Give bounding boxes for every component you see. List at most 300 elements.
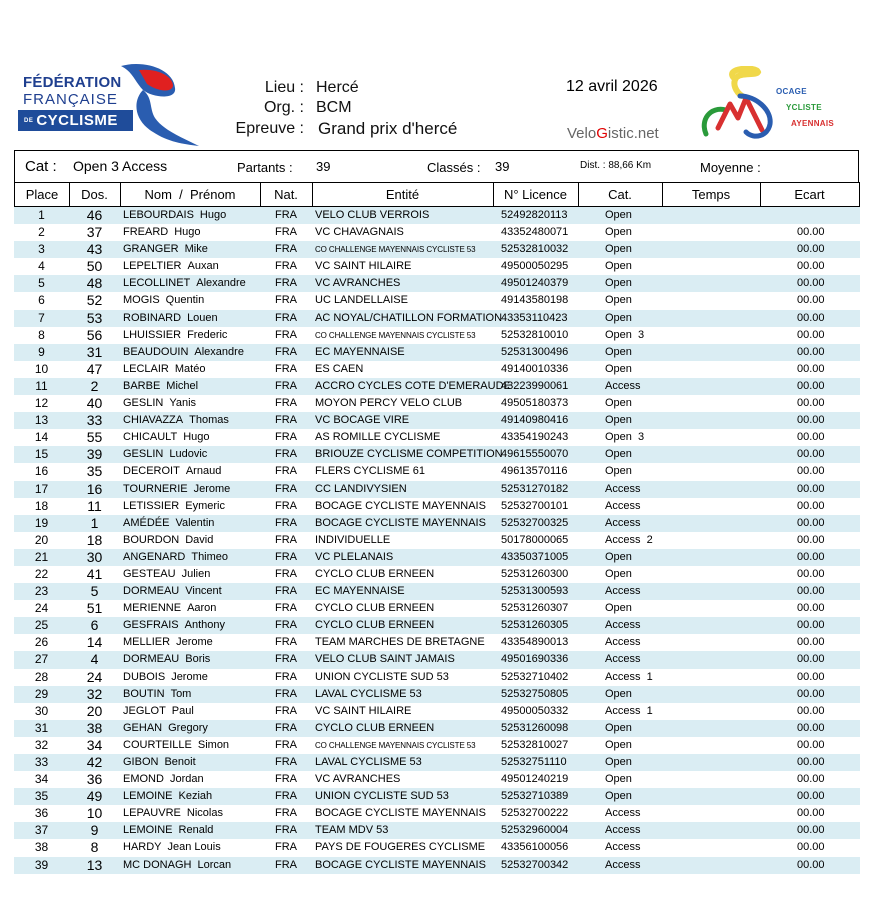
cell-entite: VC AVRANCHES: [315, 277, 401, 290]
cell-entite: CO CHALLENGE MAYENNAIS CYCLISTE 53: [315, 330, 476, 340]
cell-ecart: 00.00: [797, 807, 825, 820]
cell-place: 22: [34, 566, 49, 581]
cat-label: Cat :: [25, 158, 57, 175]
cell-dos: 13: [86, 856, 103, 873]
cell-cat: Open: [605, 602, 632, 615]
cell-nom: DUBOIS: [123, 670, 166, 683]
cell-nom: LEMOINE: [123, 824, 173, 837]
cell-ecart: 00.00: [797, 328, 825, 341]
cell-name: [123, 224, 201, 241]
cell-prenom: Ludovic: [169, 448, 208, 461]
table-row: [14, 275, 860, 292]
race-info-bar: [14, 150, 859, 183]
cell-name: [123, 839, 221, 856]
table-row: [14, 327, 860, 344]
col-temps: Temps: [662, 182, 761, 207]
cell-cat: Access: [605, 379, 641, 392]
table-row: [14, 549, 860, 566]
cell-dos: 43: [86, 241, 103, 258]
cell-nom: BOURDON: [123, 533, 180, 546]
cell-nat: FRA: [275, 738, 297, 751]
cell-licence: 52532960004: [501, 824, 569, 837]
cell-nat: FRA: [275, 704, 297, 717]
cell-licence: 52532751110: [501, 756, 567, 768]
cell-nat: FRA: [275, 294, 297, 307]
cell-prenom: Frederic: [187, 328, 228, 341]
lieu-value: Hercé: [316, 79, 359, 96]
cell-nom: LEPELTIER: [123, 260, 182, 273]
cell-entite: CC LANDIVYSIEN: [315, 482, 407, 495]
cell-dos: 30: [86, 548, 103, 565]
cell-licence: 52531270182: [501, 482, 569, 495]
cell-ecart: 00.00: [797, 294, 825, 307]
ffc-logo-prefix: DE: [24, 118, 34, 125]
cell-nom: DORMEAU: [123, 585, 180, 598]
cell-dos: 46: [86, 207, 103, 223]
cell-licence: 49500050295: [501, 260, 569, 273]
cell-dos: 36: [86, 771, 103, 788]
cell-place: 21: [34, 549, 49, 564]
cell-place: 39: [34, 857, 49, 872]
cell-ecart: 00.00: [797, 465, 825, 478]
cell-cat: Open: [605, 790, 632, 803]
cell-licence: 49143580198: [501, 294, 569, 307]
cell-licence: 49500050332: [501, 704, 569, 717]
cell-entite: UNION CYCLISTE SUD 53: [315, 670, 449, 683]
cell-nat: FRA: [275, 756, 297, 768]
table-row: [14, 429, 860, 446]
cell-nom: LEBOURDAIS: [123, 209, 194, 221]
cell-name: [123, 788, 212, 805]
cell-cat: Open: [605, 345, 632, 358]
col-nom-prenom: Nom / Prénom: [120, 182, 261, 207]
col-cat: Cat.: [578, 182, 663, 207]
cell-nat: FRA: [275, 619, 297, 632]
table-row: [14, 686, 860, 703]
cell-name: [123, 207, 226, 224]
cell-nom: LECOLLINET: [123, 277, 191, 290]
col-ecart: Ecart: [760, 182, 860, 207]
cell-licence: 43353110423: [501, 311, 568, 324]
cell-licence: 52532700101: [501, 499, 569, 512]
cell-nom: GIBON: [123, 756, 159, 768]
cell-nom: JEGLOT: [123, 704, 166, 717]
cell-ecart: 00.00: [797, 841, 825, 854]
cell-name: [123, 857, 231, 874]
cell-dos: 16: [86, 480, 103, 497]
cell-place: 34: [34, 772, 49, 787]
cell-name: [123, 275, 246, 292]
cell-entite: TEAM MARCHES DE BRETAGNE: [315, 636, 485, 649]
cell-nat: FRA: [275, 362, 297, 375]
cyclist-swoosh-icon: [113, 60, 203, 148]
cell-name: [123, 703, 194, 720]
cell-name: [123, 327, 227, 344]
partants-value: 39: [316, 159, 331, 174]
cell-place: 26: [34, 635, 49, 650]
cell-nat: FRA: [275, 807, 297, 820]
cell-place: 25: [34, 618, 49, 633]
cell-licence: 52531260300: [501, 567, 569, 580]
cell-nat: FRA: [275, 567, 297, 580]
cell-cat: Access 1: [605, 704, 653, 717]
cell-nom: DECEROIT: [123, 465, 180, 478]
cell-name: [123, 686, 191, 703]
cell-nat: FRA: [275, 533, 297, 546]
cell-cat: Open: [605, 773, 632, 786]
table-row: [14, 857, 860, 874]
cell-cat: Access: [605, 858, 641, 871]
cell-name: [123, 720, 208, 737]
partants-label: Partants :: [237, 160, 293, 175]
cell-entite: AC NOYAL/CHATILLON FORMATION: [315, 311, 503, 324]
cell-ecart: 00.00: [797, 414, 825, 427]
cell-dos: 11: [87, 497, 102, 514]
cell-nat: FRA: [275, 841, 297, 854]
cell-place: 35: [34, 789, 49, 804]
cell-ecart: 00.00: [797, 499, 825, 512]
cell-dos: 41: [86, 565, 103, 582]
cell-entite: AS ROMILLE CYCLISME: [315, 431, 441, 444]
cell-ecart: 00.00: [797, 636, 825, 649]
table-row: [14, 703, 860, 720]
cell-entite: ES CAEN: [315, 362, 364, 375]
cell-dos: 8: [90, 839, 99, 856]
cell-ecart: 00.00: [797, 738, 825, 751]
cell-nom: MC DONAGH: [123, 858, 192, 871]
table-row: [14, 532, 860, 549]
cell-cat: Open: [605, 260, 632, 273]
velogistic-pre: Velo: [567, 125, 597, 142]
cell-entite: BRIOUZE CYCLISME COMPETITION: [315, 448, 503, 461]
cell-nat: FRA: [275, 499, 297, 512]
cell-ecart: 00.00: [797, 448, 825, 461]
cell-entite: VC CHAVAGNAIS: [315, 226, 404, 239]
cell-cat: Open: [605, 414, 632, 427]
cell-licence: 52531260307: [501, 602, 569, 615]
cell-nat: FRA: [275, 585, 297, 598]
cell-licence: 52532710389: [501, 790, 569, 803]
cell-dos: 39: [86, 446, 103, 463]
cell-ecart: 00.00: [797, 773, 825, 786]
cell-prenom: Julien: [181, 567, 211, 580]
cell-nom: CHICAULT: [123, 431, 178, 444]
epreuve-label: Epreuve :: [235, 120, 304, 137]
cell-dos: 4: [90, 651, 99, 668]
cell-dos: 49: [86, 788, 103, 805]
cell-prenom: Vincent: [185, 585, 222, 598]
ffc-logo-cyclisme: CYCLISME: [36, 112, 118, 129]
cell-cat: Open: [605, 226, 632, 239]
cell-cat: Open: [605, 550, 632, 563]
cell-cat: Open: [605, 721, 632, 734]
cell-place: 16: [34, 464, 49, 479]
cell-licence: 49505180373: [501, 397, 569, 410]
cell-prenom: Thimeo: [191, 550, 229, 563]
table-row: [14, 583, 860, 600]
cell-nat: FRA: [275, 414, 297, 427]
table-row: [14, 481, 860, 498]
cell-entite: UNION CYCLISTE SUD 53: [315, 790, 449, 803]
cell-nom: BOUTIN: [123, 687, 165, 700]
cell-ecart: 00.00: [797, 243, 825, 256]
bcm-logo-line1: OCAGE: [776, 87, 807, 96]
cell-prenom: Jerome: [176, 636, 213, 649]
cell-place: 17: [34, 481, 49, 496]
results-table-body: [14, 207, 860, 874]
cell-nom: CHIAVAZZA: [123, 414, 184, 427]
table-row: [14, 498, 860, 515]
cell-nat: FRA: [275, 824, 297, 837]
cell-place: 15: [34, 447, 49, 462]
cell-name: [123, 258, 219, 275]
cell-ecart: 00.00: [797, 670, 825, 683]
table-row: [14, 839, 860, 856]
cell-cat: Open: [605, 397, 632, 410]
cell-dos: 47: [86, 360, 103, 377]
cell-entite: VC PLELANAIS: [315, 550, 394, 563]
cell-nat: FRA: [275, 721, 297, 734]
cell-name: [123, 378, 198, 395]
cell-licence: 43356100056: [501, 841, 569, 854]
cell-dos: 32: [86, 685, 103, 702]
table-row: [14, 446, 860, 463]
cell-ecart: 00.00: [797, 790, 825, 803]
table-row: [14, 805, 860, 822]
cell-entite: INDIVIDUELLE: [315, 533, 391, 546]
cell-dos: 34: [86, 736, 103, 753]
cell-prenom: Tom: [170, 687, 192, 700]
cell-prenom: Boris: [185, 653, 211, 666]
cell-entite: VELO CLUB SAINT JAMAIS: [315, 653, 455, 666]
cell-licence: 43354890013: [501, 636, 569, 649]
cell-entite: ACCRO CYCLES COTE D'EMERAUDE: [315, 379, 511, 392]
org-label: Org. :: [263, 99, 304, 116]
moyenne-label: Moyenne :: [700, 160, 761, 175]
cell-ecart: 00.00: [797, 482, 825, 495]
cell-nat: FRA: [275, 260, 297, 273]
cell-nat: FRA: [275, 858, 297, 871]
classes-label: Classés :: [427, 160, 481, 175]
table-row: [14, 292, 860, 309]
cell-licence: 49501690336: [501, 653, 569, 666]
cell-ecart: 00.00: [797, 533, 825, 546]
cell-entite: CYCLO CLUB ERNEEN: [315, 567, 435, 580]
table-row: [14, 310, 860, 327]
ffc-logo-line2: FRANÇAISE: [23, 91, 118, 108]
cell-ecart: 00.00: [797, 431, 825, 444]
cell-name: [123, 805, 223, 822]
table-row: [14, 395, 860, 412]
table-row: [14, 412, 860, 429]
cell-licence: 43223990061: [501, 379, 569, 392]
table-row: [14, 515, 860, 532]
cell-prenom: David: [185, 533, 214, 546]
cell-nat: FRA: [275, 209, 297, 221]
cell-nom: BEAUDOUIN: [123, 345, 189, 358]
col-place: Place: [14, 182, 70, 207]
cell-entite: VC AVRANCHES: [315, 773, 401, 786]
cell-licence: 52492820113: [501, 209, 568, 221]
table-row: [14, 207, 860, 224]
cell-licence: 50178000065: [501, 533, 569, 546]
bcm-cyclist-icon: [696, 66, 781, 142]
cell-cat: Access: [605, 636, 641, 649]
cell-nat: FRA: [275, 328, 297, 341]
cell-dos: 6: [90, 617, 99, 634]
table-row: [14, 737, 860, 754]
cell-entite: TEAM MDV 53: [315, 824, 389, 837]
cell-prenom: Auxan: [187, 260, 219, 273]
cell-ecart: 00.00: [797, 585, 825, 598]
cell-entite: BOCAGE CYCLISTE MAYENNAIS: [315, 499, 486, 512]
cell-name: [123, 600, 216, 617]
cell-dos: 38: [86, 719, 103, 736]
results-table-header: [14, 182, 860, 207]
cell-entite: FLERS CYCLISME 61: [315, 465, 426, 478]
cell-place: 28: [34, 669, 49, 684]
cell-dos: 9: [90, 822, 99, 839]
cell-entite: EC MAYENNAISE: [315, 585, 405, 598]
cell-place: 30: [34, 703, 49, 718]
cell-cat: Access: [605, 824, 641, 837]
cell-ecart: 00.00: [797, 226, 825, 239]
cell-ecart: 00.00: [797, 362, 825, 375]
cell-dos: 10: [86, 805, 103, 822]
cell-nom: ROBINARD: [123, 311, 182, 324]
cell-name: [123, 771, 204, 788]
cell-prenom: Thomas: [189, 414, 229, 427]
cell-dos: 5: [90, 583, 99, 600]
cell-entite: CYCLO CLUB ERNEEN: [315, 619, 435, 632]
cell-dos: 35: [86, 463, 103, 480]
cell-licence: 52531260098: [501, 721, 569, 734]
cell-entite: PAYS DE FOUGERES CYCLISME: [315, 841, 486, 854]
cell-place: 20: [34, 532, 49, 547]
cell-cat: Open: [605, 311, 632, 324]
cell-name: [123, 822, 213, 839]
cell-dos: 51: [86, 600, 103, 617]
cell-prenom: Hugo: [174, 226, 201, 239]
table-row: [14, 463, 860, 480]
cell-prenom: Jordan: [169, 773, 204, 786]
cell-cat: Open: [605, 756, 632, 768]
cell-name: [123, 737, 229, 754]
cell-dos: 18: [86, 531, 103, 548]
cell-place: 37: [34, 823, 49, 838]
cell-licence: 52532750805: [501, 687, 569, 700]
cell-nom: COURTEILLE: [123, 738, 192, 751]
cell-cat: Open 3: [605, 328, 645, 341]
cell-name: [123, 617, 225, 634]
cell-name: [123, 412, 229, 429]
cell-licence: 49613570116: [501, 465, 568, 478]
cell-ecart: 00.00: [797, 516, 825, 529]
cell-nat: FRA: [275, 790, 297, 803]
col-nat: Nat.: [260, 182, 313, 207]
cell-name: [123, 429, 210, 446]
cell-nom: LEMOINE: [123, 790, 173, 803]
cell-prenom: Paul: [171, 704, 194, 717]
table-row: [14, 754, 860, 771]
table-row: [14, 788, 860, 805]
cell-nat: FRA: [275, 379, 297, 392]
table-row: [14, 258, 860, 275]
table-row: [14, 822, 860, 839]
cell-nom: MOGIS: [123, 294, 160, 307]
cell-nat: FRA: [275, 653, 297, 666]
cell-nat: FRA: [275, 431, 297, 444]
cell-nat: FRA: [275, 516, 297, 529]
cell-prenom: Hugo: [183, 431, 210, 444]
cell-ecart: 00.00: [797, 379, 825, 392]
table-row: [14, 669, 860, 686]
ffc-logo-line3: [24, 112, 118, 129]
cell-place: 8: [38, 327, 45, 342]
cell-nom: BARBE: [123, 379, 161, 392]
table-row: [14, 241, 860, 258]
cell-licence: 52532700325: [501, 516, 569, 529]
cell-prenom: Jerome: [193, 482, 231, 495]
cell-nat: FRA: [275, 636, 297, 649]
cell-ecart: 00.00: [797, 824, 825, 837]
cell-licence: 52532710402: [501, 670, 569, 683]
bcm-logo: [696, 66, 841, 142]
cell-prenom: Gregory: [168, 721, 208, 734]
cell-cat: Open: [605, 294, 632, 307]
cell-entite: BOCAGE CYCLISTE MAYENNAIS: [315, 858, 486, 871]
epreuve-value: Grand prix d'hercé: [318, 119, 458, 138]
cell-ecart: 00.00: [797, 721, 825, 734]
cell-place: 14: [34, 430, 49, 445]
cell-entite: CYCLO CLUB ERNEEN: [315, 602, 435, 615]
cell-place: 38: [34, 840, 49, 855]
table-row: [14, 600, 860, 617]
cell-nat: FRA: [275, 277, 297, 290]
cell-dos: 2: [90, 377, 99, 394]
ffc-logo: [18, 60, 203, 148]
cell-nat: FRA: [275, 550, 297, 563]
cell-place: 12: [34, 396, 49, 411]
cell-prenom: Yanis: [169, 397, 197, 410]
cell-cat: Open 3: [605, 431, 645, 444]
cell-nat: FRA: [275, 465, 297, 478]
cell-name: [123, 669, 208, 686]
cell-place: 6: [38, 293, 45, 308]
cell-licence: 52532810032: [501, 243, 569, 256]
cell-cat: Access: [605, 807, 641, 820]
cell-name: [123, 651, 210, 668]
velogistic-post: istic.net: [607, 125, 659, 142]
cell-ecart: 00.00: [797, 550, 825, 563]
cell-dos: 48: [86, 275, 103, 292]
cell-name: [123, 292, 204, 309]
cell-prenom: Jean Louis: [167, 841, 221, 854]
cell-place: 19: [34, 515, 49, 530]
cell-prenom: Aaron: [187, 602, 217, 615]
cell-cat: Open: [605, 362, 632, 375]
cell-nat: FRA: [275, 448, 297, 461]
table-row: [14, 566, 860, 583]
cell-name: [123, 344, 244, 361]
cell-cat: Open: [605, 243, 632, 256]
velogistic-g: G: [596, 125, 608, 142]
cell-name: [123, 481, 230, 498]
cell-nat: FRA: [275, 482, 297, 495]
cell-entite: CO CHALLENGE MAYENNAIS CYCLISTE 53: [315, 245, 476, 255]
cell-prenom: Simon: [197, 738, 230, 751]
col-licence: N° Licence: [493, 182, 579, 207]
